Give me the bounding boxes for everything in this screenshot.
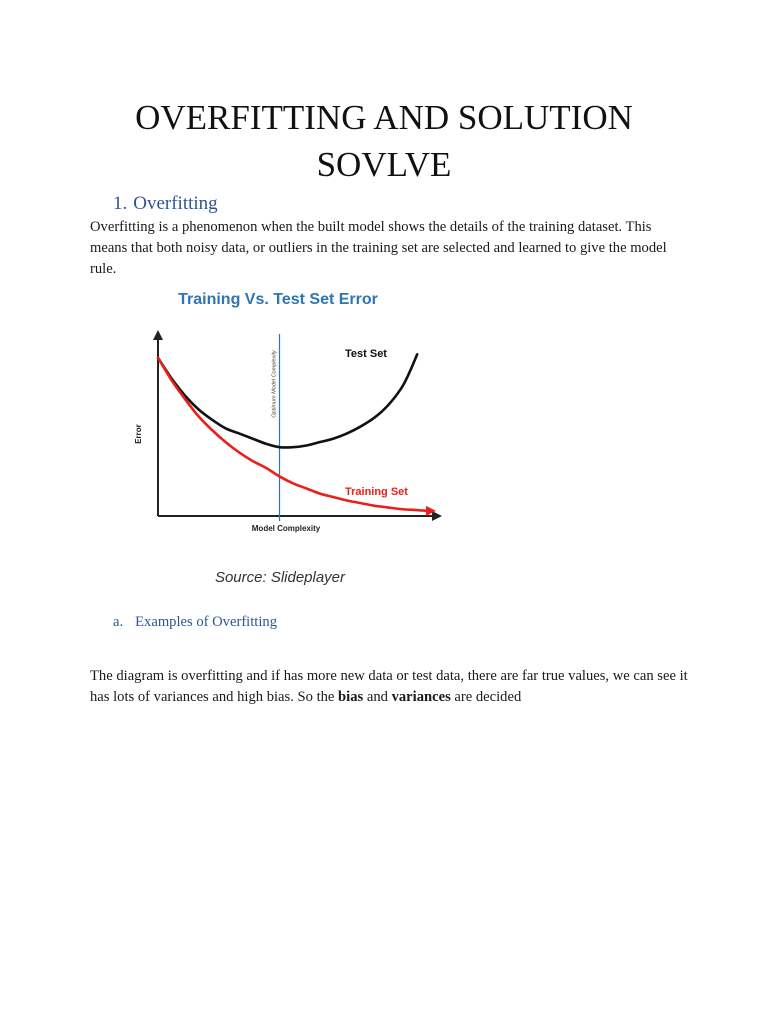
x-axis-label: Model Complexity — [251, 524, 321, 533]
series-label-test-set: Test Set — [345, 348, 387, 360]
series-line-test-set — [158, 354, 417, 447]
page-title — [0, 94, 768, 188]
variances-term: variances — [391, 689, 451, 705]
chart-title: Training Vs. Test Set Error — [178, 291, 378, 308]
y-axis-arrow — [153, 330, 163, 340]
paragraph-text-and: and — [363, 689, 392, 705]
diagram-paragraph — [90, 666, 690, 708]
section-number: 1. — [113, 193, 128, 214]
subsection-letter: a. — [113, 614, 124, 630]
figure-source: Source: Slideplayer — [214, 569, 346, 586]
y-axis-label: Error — [134, 424, 143, 444]
bias-term: bias — [338, 689, 364, 705]
subsection-heading-examples — [113, 614, 277, 631]
series-label-training-set: Training Set — [345, 486, 408, 498]
paragraph-text-start: The diagram is overfitting and if has more new data or test data, there are far true values, we can see it has lots of variances and high bias. So the — [90, 668, 688, 705]
x-axis-arrow — [432, 511, 442, 521]
optimum-complexity-label: Optimum Model Complexity — [271, 350, 278, 418]
title-line-2: SOVLVE — [316, 145, 452, 184]
section-heading-overfitting — [113, 193, 218, 215]
section-heading-text: Overfitting — [133, 193, 218, 214]
subsection-heading-text: Examples of Overfitting — [135, 614, 277, 630]
chart-svg — [108, 284, 453, 589]
overfitting-paragraph: Overfitting is a phenomenon when the built model shows the details of the training dataset. This means that both noisy data, or outliers in the training set are selected and learned to give the model rule. — [90, 219, 667, 277]
title-line-1: OVERFITTING AND SOLUTION — [135, 98, 633, 137]
chart-series — [158, 348, 436, 516]
paragraph-text-end: are decided — [450, 689, 522, 705]
training-vs-test-error-figure — [108, 284, 453, 589]
